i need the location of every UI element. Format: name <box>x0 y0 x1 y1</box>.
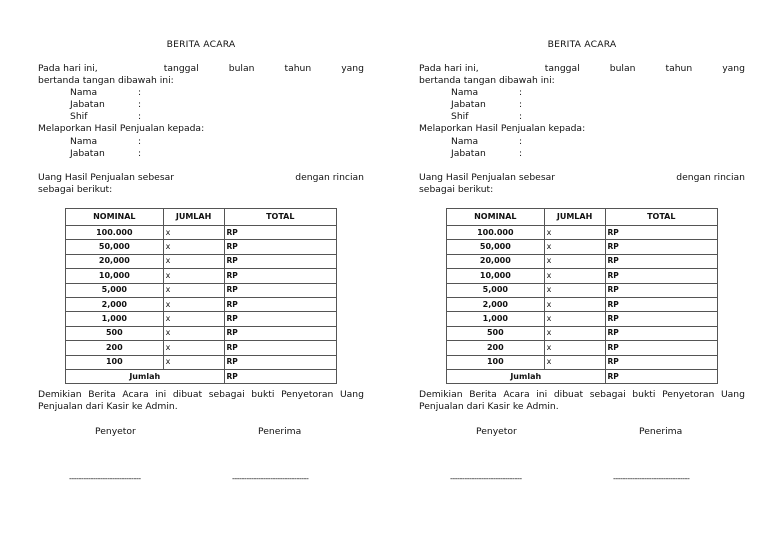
intro-word: tahun <box>284 63 312 74</box>
table-row: 5,000 x RP <box>447 283 718 297</box>
table-row: 50,000 x RP <box>66 240 337 254</box>
table-row: 50,000 x RP <box>447 240 718 254</box>
intro-word: tahun <box>665 63 693 74</box>
signature-line-right: -------------------------------- <box>613 474 690 483</box>
total-label: Jumlah <box>66 369 225 383</box>
amount-line-2: sebagai berikut: <box>38 184 113 195</box>
field-nama: Nama : <box>451 87 523 98</box>
signer-right: Penerima <box>639 426 683 437</box>
header-total: TOTAL <box>224 209 336 226</box>
field-jabatan: Jabatan : <box>70 99 142 110</box>
intro-word: tanggal <box>163 63 199 74</box>
table-total-row <box>66 369 337 383</box>
table-row: 100.000 x RP <box>66 226 337 240</box>
table-row: 10,000 x RP <box>66 269 337 283</box>
document-title: BERITA ACARA <box>547 39 617 50</box>
table-row: 2,000 x RP <box>447 297 718 311</box>
nominal-table <box>446 208 718 384</box>
intro-word: Pada hari ini, <box>419 63 479 74</box>
intro-line-2: bertanda tangan dibawah ini: <box>38 75 174 86</box>
closing-line: Demikian Berita Acara ini dibuat sebagai bukti Penyetoran Uang <box>38 389 364 400</box>
header-nominal: NOMINAL <box>66 209 164 226</box>
signer-right: Penerima <box>258 426 302 437</box>
signer-left: Penyetor <box>95 426 136 437</box>
closing-line-2: Penjualan dari Kasir ke Admin. <box>419 401 559 412</box>
signer-left: Penyetor <box>476 426 517 437</box>
table-row: 200 x RP <box>447 341 718 355</box>
table-row: 20,000 x RP <box>66 254 337 268</box>
table-row: 1,000 x RP <box>447 312 718 326</box>
intro-word: bulan <box>609 63 636 74</box>
table-row: 200 x RP <box>66 341 337 355</box>
field-nama-2: Nama : <box>70 136 142 147</box>
table-row: 100 x RP <box>447 355 718 369</box>
table-row: 5,000 x RP <box>66 283 337 297</box>
field-nama: Nama : <box>70 87 142 98</box>
table-row: 1,000 x RP <box>66 312 337 326</box>
header-nominal: NOMINAL <box>447 209 545 226</box>
field-jabatan-2: Jabatan : <box>451 148 523 159</box>
field-jabatan-2: Jabatan : <box>70 148 142 159</box>
intro-word: bulan <box>228 63 255 74</box>
field-jabatan: Jabatan : <box>451 99 523 110</box>
signature-line-left: ------------------------------ <box>69 474 141 483</box>
field-shif: Shif : <box>451 111 523 122</box>
total-value: RP <box>224 369 336 383</box>
table-row: 10,000 x RP <box>447 269 718 283</box>
header-jumlah: JUMLAH <box>544 209 605 226</box>
table-row: 500 x RP <box>447 326 718 340</box>
amount-line: Uang Hasil Penjualan sebesar dengan rincian <box>38 172 364 183</box>
total-value: RP <box>605 369 717 383</box>
field-shif: Shif : <box>70 111 142 122</box>
intro-word: yang <box>341 63 364 74</box>
intro-line-2: bertanda tangan dibawah ini: <box>419 75 555 86</box>
intro-word: Pada hari ini, <box>38 63 98 74</box>
report-line: Melaporkan Hasil Penjualan kepada: <box>419 123 586 134</box>
closing-line-2: Penjualan dari Kasir ke Admin. <box>38 401 178 412</box>
table-row: 100.000 x RP <box>447 226 718 240</box>
field-nama-2: Nama : <box>451 136 523 147</box>
signature-line-right: -------------------------------- <box>232 474 309 483</box>
nominal-table <box>65 208 337 384</box>
intro-line <box>419 63 745 75</box>
table-row: 2,000 x RP <box>66 297 337 311</box>
intro-word: yang <box>722 63 745 74</box>
signature-line-left: ------------------------------ <box>450 474 522 483</box>
table-total-row <box>447 369 718 383</box>
closing-line: Demikian Berita Acara ini dibuat sebagai bukti Penyetoran Uang <box>419 389 745 400</box>
total-label: Jumlah <box>447 369 606 383</box>
table-row: 500 x RP <box>66 326 337 340</box>
amount-line-2: sebagai berikut: <box>419 184 494 195</box>
intro-line <box>38 63 364 75</box>
header-jumlah: JUMLAH <box>163 209 224 226</box>
intro-word: tanggal <box>544 63 580 74</box>
table-row: 20,000 x RP <box>447 254 718 268</box>
report-line: Melaporkan Hasil Penjualan kepada: <box>38 123 205 134</box>
header-total: TOTAL <box>605 209 717 226</box>
amount-line: Uang Hasil Penjualan sebesar dengan rincian <box>419 172 745 183</box>
table-row: 100 x RP <box>66 355 337 369</box>
document-title: BERITA ACARA <box>166 39 236 50</box>
